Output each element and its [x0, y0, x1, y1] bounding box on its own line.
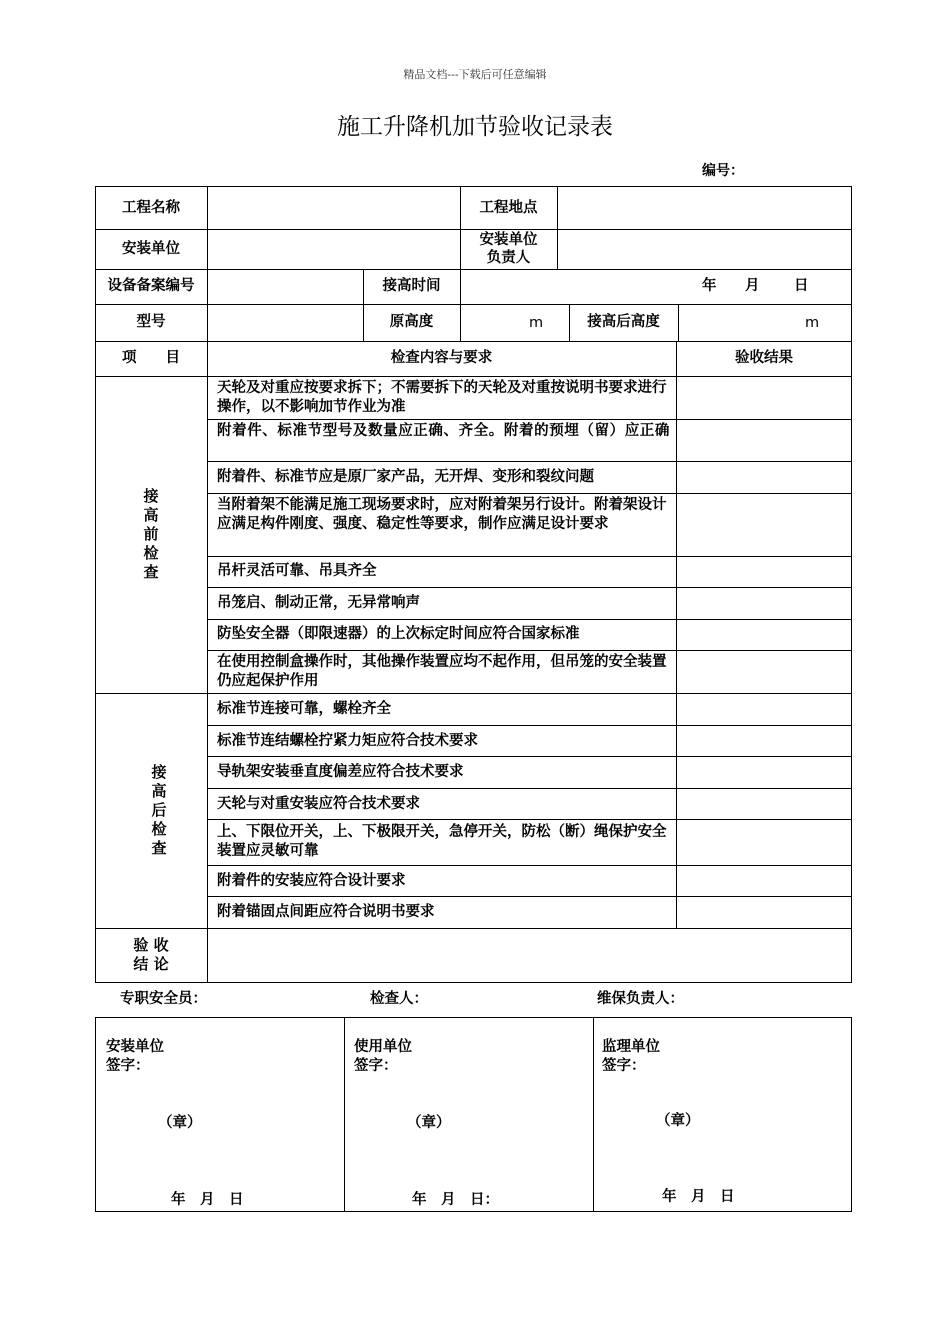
- after-row-7: 附着锚固点间距应符合说明书要求: [217, 904, 435, 920]
- install-leader-label-2: 负责人: [486, 250, 531, 266]
- before-row-2: 附着件、标准节型号及数量应正确、齐全。附着的预埋（留）应正确: [217, 423, 670, 439]
- original-height-label: 原高度: [389, 314, 434, 330]
- inspection-table: [95, 186, 852, 983]
- sig-install-sign: 签字：: [106, 1058, 150, 1074]
- maintenance-leader-label: 维保负责人：: [597, 991, 684, 1007]
- raise-time-day: 日: [794, 278, 809, 294]
- column-item: 项 目: [122, 350, 180, 366]
- raise-time-label: 接高时间: [382, 278, 441, 294]
- sig-install-date: 年 月 日: [171, 1192, 244, 1208]
- after-height-unit: m: [805, 315, 820, 331]
- sig-user-sign: 签字：: [354, 1058, 398, 1074]
- page-title: 施工升降机加节验收记录表: [337, 114, 613, 140]
- doc-number-label: 编号：: [702, 163, 744, 179]
- sig-supervisor-date: 年 月 日: [662, 1189, 735, 1205]
- after-row-5: 上、下限位开关，上、下极限开关，急停开关，防松（断）绳保护安全装置应灵敏可靠: [217, 824, 667, 859]
- inspector-label: 检查人：: [370, 991, 428, 1007]
- signature-table: [95, 1017, 852, 1212]
- sig-supervisor-unit: 监理单位: [602, 1039, 660, 1055]
- raise-time-month: 月: [745, 278, 760, 294]
- after-row-6: 附着件的安装应符合设计要求: [217, 873, 406, 889]
- sig-install-unit: 安装单位: [106, 1039, 164, 1055]
- after-row-3: 导轨架安装垂直度偏差应符合技术要求: [217, 764, 464, 780]
- before-row-7: 防坠安全器（即限速器）的上次标定时间应符合国家标准: [217, 626, 580, 642]
- after-row-4: 天轮与对重安装应符合技术要求: [217, 796, 420, 812]
- raise-time-year: 年: [702, 278, 717, 294]
- equipment-record-no-label: 设备备案编号: [107, 278, 195, 294]
- header-note: 精品文档---下载后可任意编辑: [403, 68, 547, 81]
- original-height-unit: m: [529, 315, 544, 331]
- before-check-label: 接高前检查: [143, 487, 159, 581]
- before-row-8: 在使用控制盒操作时，其他操作装置应均不起作用，但吊笼的安全装置仍应起保护作用: [217, 654, 667, 689]
- before-row-6: 吊笼启、制动正常，无异常响声: [217, 595, 420, 611]
- column-result: 验收结果: [735, 350, 793, 366]
- before-row-4: 当附着架不能满足施工现场要求时，应对附着架另行设计。附着架设计应满足构件刚度、强度、稳定性等要求，制作应满足设计要求: [217, 497, 667, 532]
- conclusion-label-2: 结 论: [133, 955, 169, 973]
- before-row-1: 天轮及对重应按要求拆下；不需要拆下的天轮及对重按说明书要求进行操作，以不影响加节作业为准: [217, 380, 667, 415]
- before-row-5: 吊杆灵活可靠、吊具齐全: [217, 563, 377, 579]
- project-location-label: 工程地点: [479, 200, 538, 216]
- after-row-2: 标准节连结螺栓拧紧力矩应符合技术要求: [217, 733, 478, 749]
- install-unit-label: 安装单位: [122, 241, 180, 257]
- conclusion-label-1: 验 收: [133, 936, 169, 954]
- sig-supervisor-sign: 签字：: [602, 1058, 646, 1074]
- model-label: 型号: [136, 314, 166, 330]
- project-name-label: 工程名称: [122, 200, 180, 216]
- install-leader-label-1: 安装单位: [479, 232, 538, 248]
- after-height-label: 接高后高度: [587, 314, 660, 330]
- column-content: 检查内容与要求: [390, 350, 493, 366]
- safety-officer-label: 专职安全员：: [120, 991, 207, 1007]
- sig-user-unit: 使用单位: [354, 1039, 412, 1055]
- after-check-label: 接高后检查: [151, 763, 167, 857]
- sig-user-date: 年 月 日：: [412, 1192, 499, 1208]
- sig-supervisor-seal: （章）: [656, 1113, 700, 1129]
- before-row-3: 附着件、标准节应是原厂家产品，无开焊、变形和裂纹问题: [217, 469, 594, 485]
- sig-install-seal: （章）: [158, 1115, 202, 1131]
- sig-user-seal: （章）: [407, 1115, 451, 1131]
- after-row-1: 标准节连接可靠，螺栓齐全: [217, 701, 391, 717]
